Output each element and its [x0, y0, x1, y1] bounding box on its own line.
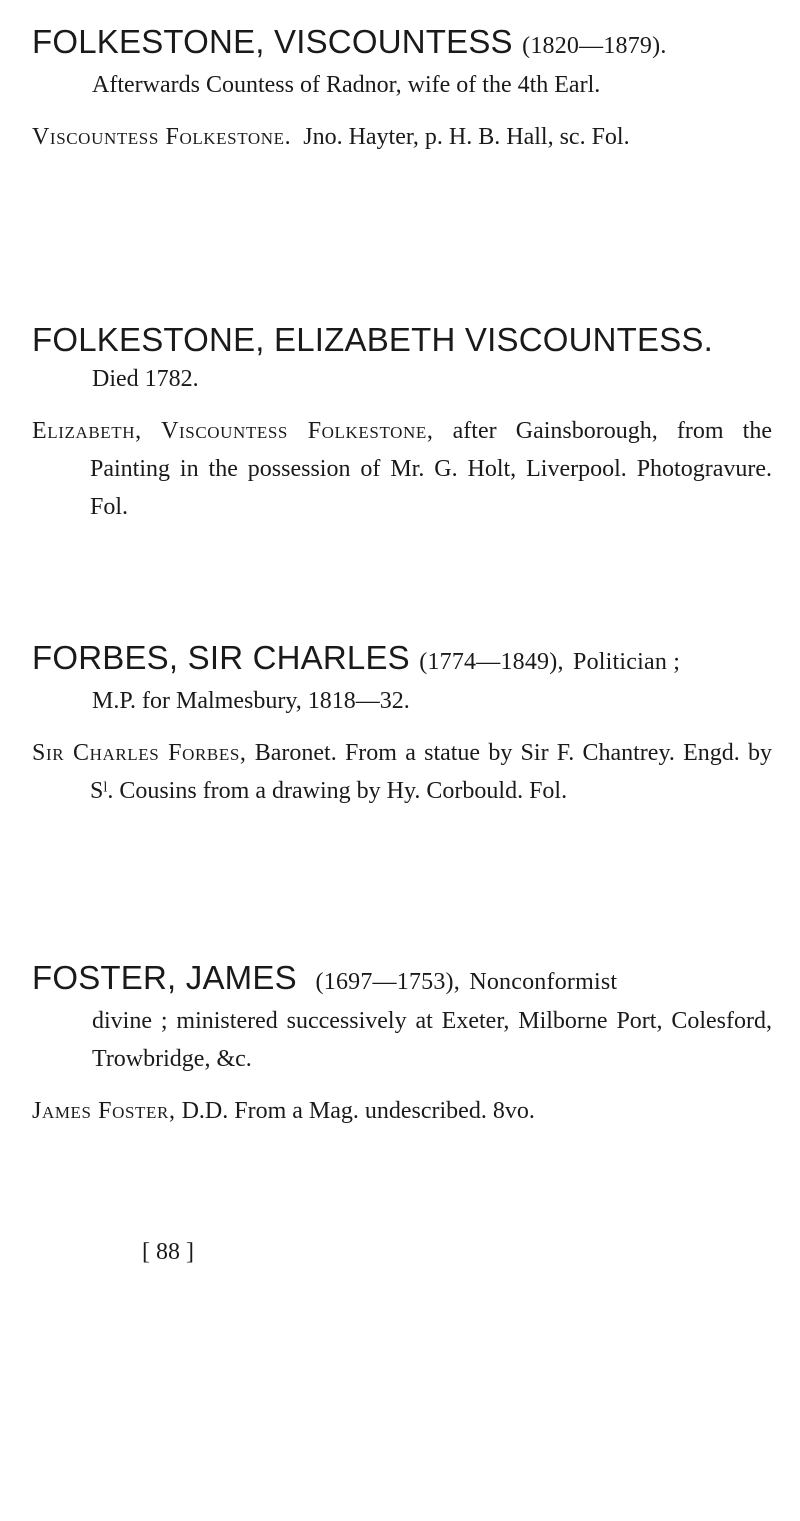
print-record — [32, 1092, 772, 1130]
entry-description: divine ; ministered successively at Exeter, Milborne Port, Colesford, Trowbridge, &c. — [92, 1008, 772, 1072]
entry-heading — [32, 22, 772, 66]
print-record — [32, 118, 772, 156]
page-number: [ 88 ] — [142, 1239, 194, 1265]
entry-name: FORBES, SIR CHARLES — [32, 639, 410, 676]
print-details: Jno. Hayter, p. H. B. Hall, sc. Fol. — [303, 124, 630, 150]
entry-folkestone-elizabeth — [32, 320, 772, 526]
print-title: Viscountess Folkestone. — [32, 124, 292, 150]
entry-dates: (1820—1879). — [522, 33, 667, 59]
print-record — [32, 734, 772, 810]
entry-dates: (1697—1753), — [315, 969, 460, 995]
print-title: Elizabeth, Viscountess Folkestone, — [32, 418, 434, 444]
entry-description: Died 1782. — [92, 366, 199, 392]
print-details: D.D. From a Mag. undescribed. 8vo. — [181, 1098, 535, 1124]
print-details: Baronet. From a statue by Sir F. Chantrey. Engd. by Sˡ. Cousins from a drawing by Hy. Corbould. Fol. — [90, 740, 773, 804]
entry-heading — [32, 638, 772, 682]
entry-heading — [32, 320, 772, 360]
entry-foster-james — [32, 958, 772, 1130]
entry-role: Nonconformist — [469, 969, 618, 995]
entry-name: FOSTER, JAMES — [32, 959, 297, 996]
print-title: Sir Charles Forbes, — [32, 740, 247, 766]
entry-description: M.P. for Malmesbury, 1818—32. — [92, 688, 410, 714]
print-details: after Gainsborough, from the Painting in the possession of Mr. G. Holt, Liverpool. Photogravure. Fol. — [90, 418, 772, 520]
entry-forbes-sir-charles — [32, 638, 772, 810]
entry-description: Afterwards Countess of Radnor, wife of the 4th Earl. — [92, 72, 601, 98]
entry-dates: (1774—1849), — [419, 649, 564, 675]
entry-name: FOLKESTONE, VISCOUNTESS — [32, 23, 513, 60]
entry-heading — [32, 958, 772, 1002]
entry-folkestone-viscountess — [32, 22, 772, 156]
entry-name: FOLKESTONE, ELIZABETH VISCOUNTESS. — [32, 321, 714, 358]
print-title: James Foster, — [32, 1098, 176, 1124]
print-record — [32, 412, 772, 526]
entry-role: Politician ; — [573, 649, 681, 675]
